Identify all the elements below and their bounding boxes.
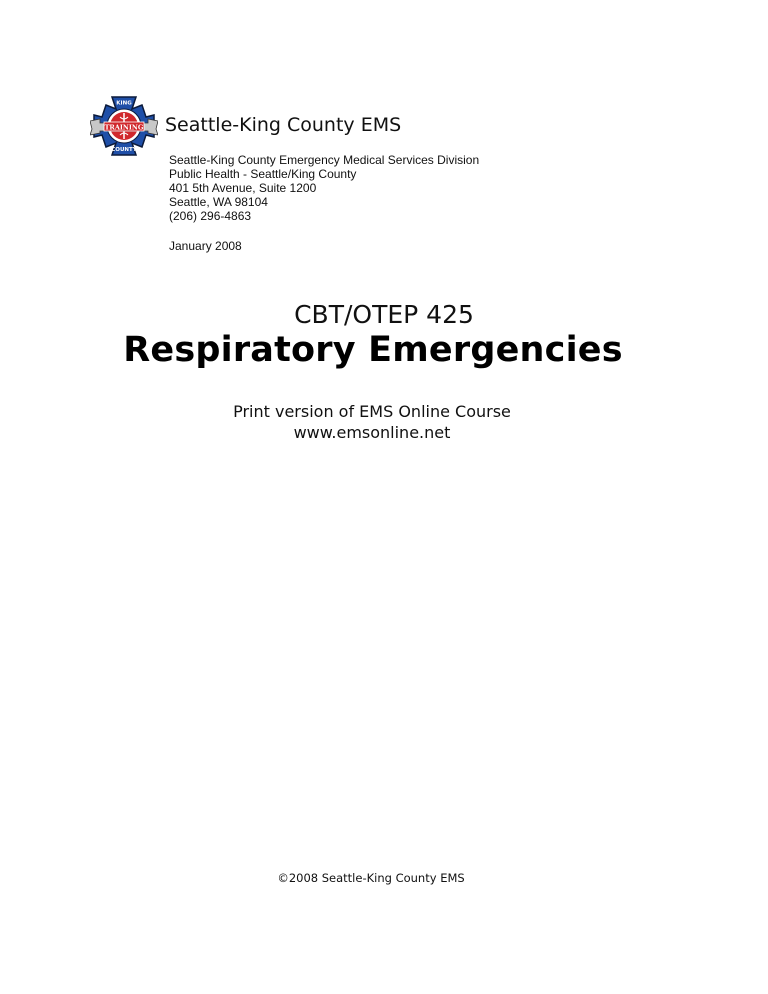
svg-text:COUNTY: COUNTY (111, 147, 137, 153)
svg-text:KING: KING (116, 100, 132, 107)
course-title: Respiratory Emergencies (123, 330, 623, 370)
address-line-division: Seattle-King County Emergency Medical Services Division (169, 153, 480, 167)
course-code: CBT/OTEP 425 (294, 300, 474, 329)
svg-text:TRAINING: TRAINING (104, 123, 144, 132)
print-version-note: Print version of EMS Online Course (233, 402, 511, 421)
organization-name: Seattle-King County EMS (165, 114, 402, 136)
address-block (169, 153, 479, 223)
address-line-phone: (206) 296-4863 (169, 209, 252, 223)
website-url: www.emsonline.net (293, 423, 451, 442)
address-line-street: 401 5th Avenue, Suite 1200 (169, 181, 317, 195)
course-subtitle (0, 401, 744, 443)
address-line-city: Seattle, WA 98104 (169, 195, 268, 209)
copyright-notice: ©2008 Seattle-King County EMS (277, 871, 465, 885)
address-line-department: Public Health - Seattle/King County (169, 167, 357, 181)
king-county-training-logo-icon (90, 93, 158, 159)
publication-date: January 2008 (169, 239, 242, 253)
